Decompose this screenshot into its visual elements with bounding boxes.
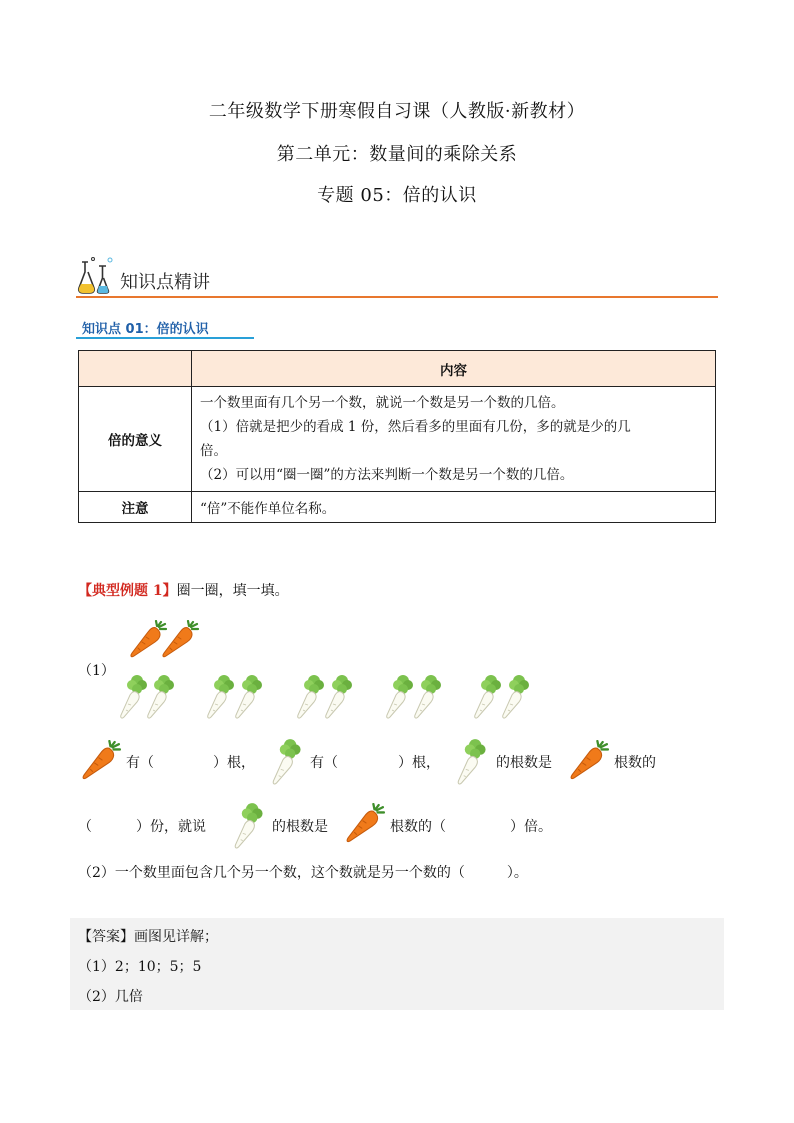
radish-icon <box>412 672 442 720</box>
doc-title-line2: 第二单元：数量间的乘除关系 <box>276 144 518 165</box>
blank-text: ）份，就说 <box>136 819 206 835</box>
radish-icon <box>118 672 148 720</box>
blank-text: 的根数是 <box>496 755 552 771</box>
content-line: 倍。 <box>200 443 227 459</box>
carrot-icon <box>160 620 200 660</box>
knowledge-table <box>78 350 716 523</box>
section-rule <box>76 296 718 298</box>
question1-number: （1） <box>78 663 115 679</box>
blank-text: 根数的 <box>614 755 656 771</box>
blank-text: ）根， <box>213 755 255 771</box>
content-line: （2）可以用“圈一圈”的方法来判断一个数是另一个数的几倍。 <box>200 467 574 483</box>
radish-icon <box>232 800 264 850</box>
answer-line: 【答案】画图见详解； <box>78 929 218 945</box>
table-row <box>79 492 716 523</box>
flask-icon <box>76 256 116 296</box>
radish-icon <box>472 672 502 720</box>
radish-icon <box>205 672 235 720</box>
section-title: 知识点精讲 <box>120 272 210 293</box>
radish-icon <box>500 672 530 720</box>
example-title <box>78 580 289 600</box>
radish-icon <box>384 672 414 720</box>
example-instruction: 圈一圈，填一填。 <box>176 583 289 599</box>
blank-text: 有（ <box>126 755 154 771</box>
carrot-icon <box>568 740 610 782</box>
knowledge-point-title: 知识点 01：倍的认识 <box>82 322 209 337</box>
table-header-row <box>79 351 716 387</box>
row-label-note: 注意 <box>79 492 192 523</box>
radish-icon <box>295 672 325 720</box>
blank-text: 有（ <box>310 755 338 771</box>
example-tag: 【典型例题 1】 <box>78 583 177 599</box>
blank-text: 根数的（ <box>390 819 446 835</box>
table-header-content: 内容 <box>192 351 716 387</box>
content-line: 一个数里面有几个另一个数，就说一个数是另一个数的几倍。 <box>200 395 565 411</box>
row-content-note: “倍”不能作单位名称。 <box>192 492 716 523</box>
table-header-empty <box>79 351 192 387</box>
answer-line: （2）几倍 <box>78 989 143 1005</box>
row-content-meaning <box>192 387 716 492</box>
radish-icon <box>233 672 263 720</box>
radish-icon <box>455 736 487 786</box>
question2-text: （2）一个数里面包含几个另一个数，这个数就是另一个数的（ ）。 <box>78 865 528 881</box>
radish-icon <box>323 672 353 720</box>
carrot-icon <box>344 803 386 845</box>
blank-text: 的根数是 <box>272 819 328 835</box>
section-header <box>76 256 718 300</box>
doc-title-line1: 二年级数学下册寒假自习课（人教版·新教材） <box>208 101 586 122</box>
radish-icon <box>270 736 302 786</box>
answer-line: （1）2；10；5；5 <box>78 959 202 975</box>
blank-text: （ <box>78 819 92 835</box>
carrot-icon <box>80 740 122 782</box>
table-row <box>79 387 716 492</box>
row-label-meaning: 倍的意义 <box>79 387 192 492</box>
doc-title-line3: 专题 05：倍的认识 <box>317 185 477 206</box>
blank-text: ）根， <box>398 755 440 771</box>
answer-box <box>70 918 724 1010</box>
radish-icon <box>145 672 175 720</box>
knowledge-point-underline <box>76 337 254 339</box>
content-line: （1）倍就是把少的看成 1 份，然后看多的里面有几份，多的就是少的几 <box>200 419 631 435</box>
blank-text: ）倍。 <box>510 819 552 835</box>
